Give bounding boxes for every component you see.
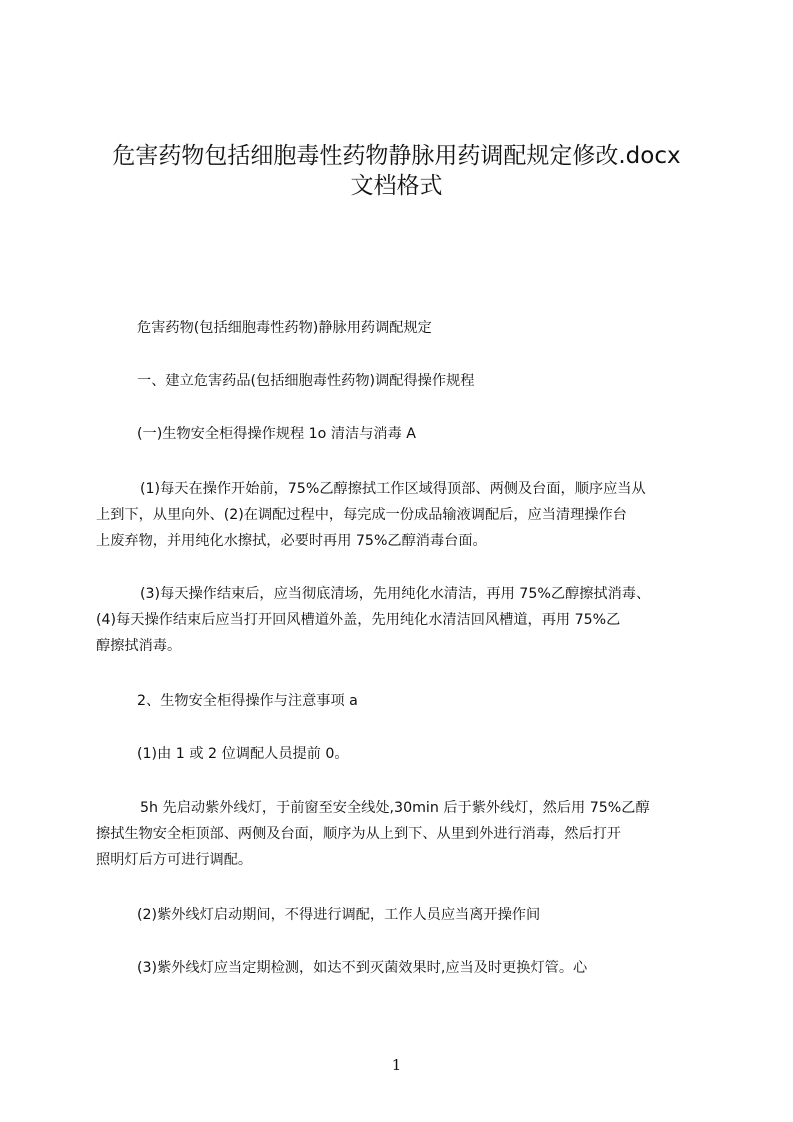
- paragraph-line: 照明灯后方可进行调配。: [96, 852, 253, 868]
- document-title-line-1: 危害药物包括细胞毒性药物静脉用药调配规定修改.docx: [112, 143, 681, 169]
- paragraph-heading-main: 危害药物(包括细胞毒性药物)静脉用药调配规定: [137, 320, 432, 336]
- paragraph-line: (4)每天操作结束后应当打开回风槽道外盖，先用纯化水清洁回风槽道，再用 75%乙: [96, 612, 621, 628]
- page-number: 1: [391, 1056, 402, 1074]
- document-title-line-2: 文档格式: [350, 173, 443, 199]
- paragraph-cleaning-steps: [96, 476, 700, 554]
- paragraph-uv-procedure: [96, 795, 700, 873]
- paragraph-step-2: (2)紫外线灯启动期间，不得进行调配，工作人员应当离开操作间: [137, 907, 541, 923]
- paragraph-subsection-2: 2、生物安全柜得操作与注意事项 a: [137, 693, 358, 709]
- paragraph-line: 5h 先启动紫外线灯，于前窗至安全线处,30min 后于紫外线灯，然后用 75%乙醇: [140, 800, 650, 816]
- paragraph-line: (1)每天在操作开始前，75%乙醇擦拭工作区域得顶部、两侧及台面，顺序应当从: [140, 481, 646, 497]
- paragraph-line: 擦拭生物安全柜顶部、两侧及台面，顺序为从上到下、从里到外进行消毒，然后打开: [96, 826, 621, 842]
- paragraph-line: 上废弃物，并用纯化水擦拭，必要时再用 75%乙醇消毒台面。: [96, 533, 487, 549]
- paragraph-line: 醇擦拭消毒。: [96, 638, 182, 654]
- paragraph-step-3: (3)紫外线灯应当定期检测，如达不到灭菌效果时,应当及时更换灯管。心: [137, 960, 588, 976]
- paragraph-section-1: 一、建立危害药品(包括细胞毒性药物)调配得操作规程: [137, 373, 475, 389]
- paragraph-line: (3)每天操作结束后，应当彻底清场，先用纯化水清洁，再用 75%乙醇擦拭消毒、: [140, 586, 651, 602]
- paragraph-end-of-day-steps: [96, 581, 700, 659]
- paragraph-subsection-1: (一)生物安全柜得操作规程 1o 清洁与消毒 A: [137, 426, 417, 442]
- paragraph-line: 上到下，从里向外、(2)在调配过程中，每完成一份成品输液调配后，应当清理操作台: [96, 507, 627, 523]
- paragraph-step-1: (1)由 1 或 2 位调配人员提前 0。: [137, 746, 349, 762]
